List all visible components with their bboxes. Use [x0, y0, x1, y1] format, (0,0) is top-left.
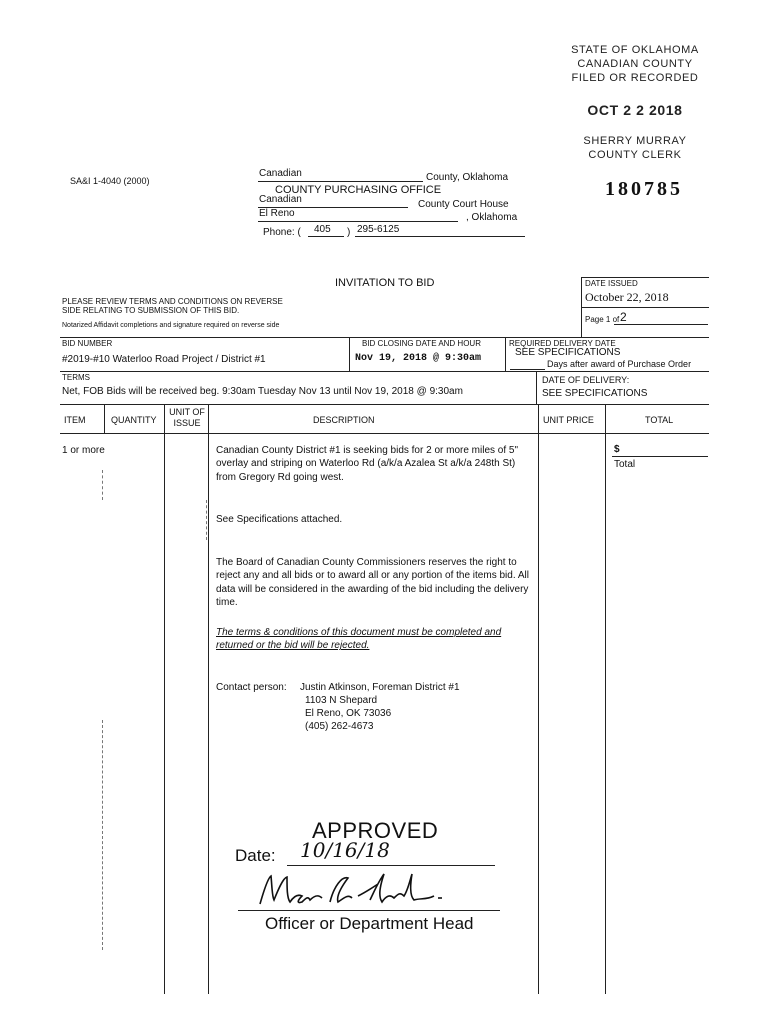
review-notice-line2: SIDE RELATING TO SUBMISSION OF THIS BID.: [62, 306, 240, 315]
page-label: Page 1 of: [585, 315, 620, 324]
courthouse-suffix: County Court House: [418, 199, 509, 210]
col-header-total: TOTAL: [645, 415, 674, 425]
contact-address-2: El Reno, OK 73036: [305, 708, 392, 719]
col-header-description: DESCRIPTION: [313, 415, 375, 425]
terms-value: Net, FOB Bids will be received beg. 9:30am Tuesday Nov 13 until Nov 19, 2018 @ 9:30am: [62, 386, 463, 397]
courthouse-county: Canadian: [259, 194, 302, 205]
contact-phone: (405) 262-4673: [305, 721, 374, 732]
stamp-state: STATE OF OKLAHOMA: [571, 44, 699, 56]
phone-paren: ): [347, 227, 351, 238]
stamp-clerk-name: SHERRY MURRAY: [583, 135, 687, 147]
col-header-unit-line1: UNIT OF: [169, 407, 205, 417]
contact-name: Justin Atkinson, Foreman District #1: [300, 682, 460, 693]
approval-date-value: 10/16/18: [300, 838, 390, 862]
terms-warning: The terms & conditions of this document must be completed and returned or the bid will be rejected.: [216, 627, 502, 652]
delivery-value: SEE SPECIFICATIONS: [515, 347, 621, 358]
row-item: 1 or more: [62, 445, 105, 456]
contact-label: Contact person:: [216, 682, 287, 693]
page-title: INVITATION TO BID: [335, 277, 435, 289]
approved-stamp: APPROVED: [312, 818, 439, 843]
description-paragraph-3: The Board of Canadian County Commissioners reserves the right to reject any and all bids or to award all or any portion of the items bid. All data will be considered in the awarding of the bid including the delivery time.: [216, 557, 529, 609]
date-of-delivery-value: SEE SPECIFICATIONS: [542, 388, 648, 399]
stamp-filed: FILED OR RECORDED: [571, 72, 699, 84]
phone-label: Phone: (: [263, 227, 301, 238]
review-notice-line1: PLEASE REVIEW TERMS AND CONDITIONS ON REVERSE: [62, 297, 283, 306]
date-issued-value: October 22, 2018: [585, 290, 669, 304]
affidavit-notice: Notarized Affidavit completions and signature required on reverse side: [62, 322, 280, 329]
county-suffix: County, Oklahoma: [426, 172, 509, 183]
col-header-unit-price: UNIT PRICE: [543, 415, 594, 425]
col-header-quantity: QUANTITY: [111, 415, 157, 425]
description-paragraph-1: Canadian County District #1 is seeking bids for 2 or more miles of 5" overlay and striping on Waterloo Rd (a/k/a Azalea St a/k/a 248th St) from Gregory Rd going west.: [216, 445, 519, 483]
form-code: SA&I 1-4040 (2000): [70, 176, 150, 186]
state-suffix: , Oklahoma: [466, 212, 518, 223]
closing-value: Nov 19, 2018 @ 9:30am: [355, 353, 482, 364]
stamp-county: CANADIAN COUNTY: [577, 58, 693, 70]
purchasing-office: COUNTY PURCHASING OFFICE: [275, 184, 442, 196]
signer-title: Officer or Department Head: [265, 914, 474, 933]
phone-number: 295-6125: [357, 224, 400, 235]
document-number: 180785: [605, 178, 683, 200]
delivery-note: Days after award of Purchase Order: [547, 359, 692, 369]
bid-number-value: #2019-#10 Waterloo Road Project / District #1: [62, 354, 266, 365]
total-label: Total: [614, 459, 636, 470]
phone-area-code: 405: [314, 224, 331, 235]
bid-number-label: BID NUMBER: [62, 339, 113, 348]
contact-address-1: 1103 N Shepard: [305, 695, 378, 706]
page-total: 2: [620, 310, 627, 324]
terms-label: TERMS: [62, 373, 90, 382]
col-header-unit-line2: ISSUE: [173, 418, 201, 428]
total-dollar: $: [614, 444, 620, 455]
stamp-clerk-title: COUNTY CLERK: [588, 149, 682, 161]
approval-date-label: Date:: [235, 846, 276, 865]
col-header-item: ITEM: [64, 415, 86, 425]
county-name: Canadian: [259, 168, 302, 179]
delivery-label: REQUIRED DELIVERY DATE: [509, 339, 616, 348]
signature-image: [238, 866, 488, 916]
date-issued-label: DATE ISSUED: [585, 279, 638, 288]
closing-label: BID CLOSING DATE AND HOUR: [362, 339, 481, 348]
date-of-delivery-label: DATE OF DELIVERY:: [542, 375, 630, 385]
description-paragraph-2: See Specifications attached.: [216, 514, 343, 525]
city-name: El Reno: [259, 208, 295, 219]
stamp-date: OCT 2 2 2018: [587, 102, 683, 118]
